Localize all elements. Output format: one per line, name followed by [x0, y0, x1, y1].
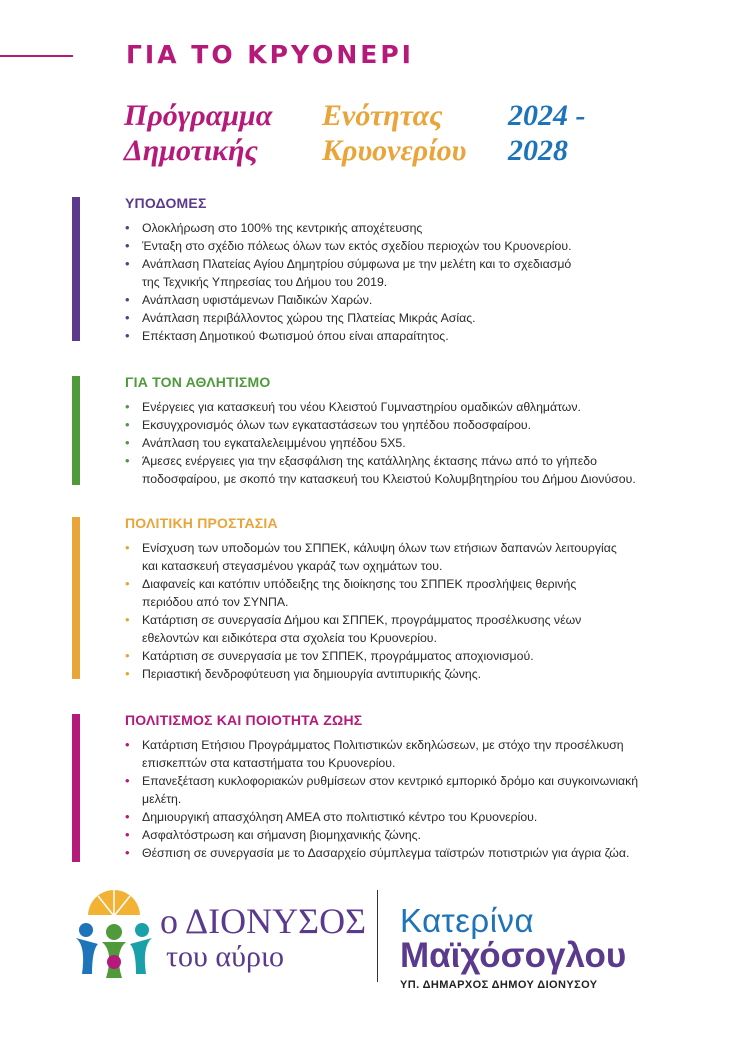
list-item — [125, 398, 732, 416]
section-color-bar — [72, 714, 80, 862]
section-sports — [72, 374, 732, 489]
list-item-text: περιόδου από τον ΣΥΝΠΑ. — [142, 595, 289, 609]
list-item-text: Επανεξέταση κυκλοφοριακών ρυθμίσεων στον κεντρικό εμπορικό δρόμο και συγκοινωνιακή — [142, 774, 639, 788]
bullet-icon: • — [125, 666, 130, 681]
section-list — [125, 736, 732, 862]
bullet-icon: • — [125, 827, 130, 842]
list-item — [125, 255, 732, 291]
title-text: Ενότητας — [322, 99, 443, 132]
candidate-last-name: Μαϊχόσογλου — [400, 936, 627, 975]
list-item-text: Θέσπιση σε συνεργασία με το Δασαρχείο σύμπλεγμα ταϊστρών ποτιστριών για άγρια ζώα. — [142, 846, 630, 860]
section-color-bar — [72, 376, 80, 485]
title-column-unity — [322, 98, 466, 168]
candidate-role: ΥΠ. ΔΗΜΑΡΧΟΣ ΔΗΜΟΥ ΔΙΟΝΥΣΟΥ — [400, 979, 598, 991]
bullet-icon: • — [125, 328, 130, 343]
list-item — [125, 575, 732, 611]
list-item-text: Κατάρτιση Ετήσιου Προγράμματος Πολιτιστικών εκδηλώσεων, με στόχο την προσέλκυση — [142, 738, 624, 752]
title-text: Δημοτικής — [124, 134, 258, 167]
section-list — [125, 539, 732, 683]
title-text: Κρυονερίου — [322, 134, 467, 167]
people-sun-logo-icon — [68, 886, 160, 982]
title-column-years — [508, 98, 586, 168]
bullet-icon: • — [125, 238, 130, 253]
title-text: Πρόγραμμα — [124, 99, 273, 132]
bullet-icon: • — [125, 845, 130, 860]
bullet-icon: • — [125, 540, 130, 555]
section-title: ΓΙΑ ΤΟΝ ΑΘΛΗΤΙΣΜΟ — [125, 374, 271, 390]
page-title — [124, 98, 730, 170]
list-item — [125, 416, 732, 434]
bullet-icon: • — [125, 417, 130, 432]
bullet-icon: • — [125, 612, 130, 627]
list-item — [125, 772, 732, 808]
bullet-icon: • — [125, 809, 130, 824]
bullet-icon: • — [125, 435, 130, 450]
title-column-program — [124, 98, 272, 168]
section-title: ΥΠΟΔΟΜΕΣ — [125, 195, 207, 211]
list-item — [125, 826, 732, 844]
list-item — [125, 291, 732, 309]
bullet-icon: • — [125, 399, 130, 414]
list-item — [125, 844, 732, 862]
title-text: 2028 — [508, 134, 568, 167]
section-civil-protection — [72, 515, 732, 680]
list-item-text: επισκεπτών στα καταστήματα του Κρυονερίου. — [142, 756, 396, 770]
logo-line: ο ΔΙΟΝΥΣΟΣ — [160, 901, 367, 941]
footer-divider — [377, 890, 378, 982]
list-item-text: Ένταξη στο σχέδιο πόλεως όλων των εκτός σχεδίου περιοχών του Κρυονερίου. — [142, 239, 572, 253]
list-item — [125, 309, 732, 327]
section-infrastructure — [72, 195, 732, 345]
list-item-text: Ασφαλτόστρωση και σήμανση βιομηχανικής ζώνης. — [142, 828, 422, 842]
bullet-icon: • — [125, 648, 130, 663]
bullet-icon: • — [125, 256, 130, 271]
list-item-text: ποδοσφαίρου, με σκοπό την κατασκευή του Κλειστού Κολυμβητηρίου του Δήμου Διονύσου. — [142, 472, 636, 486]
list-item-text: Διαφανείς και κατόπιν υπόδειξης της διοίκησης του ΣΠΠΕΚ προσλήψεις θερινής — [142, 577, 577, 591]
bullet-icon: • — [125, 737, 130, 752]
list-item — [125, 434, 732, 452]
list-item-text: Κατάρτιση σε συνεργασία με τον ΣΠΠΕΚ, προγράμματος αποχιονισμού. — [142, 649, 534, 663]
section-culture — [72, 712, 732, 862]
list-item-text: της Τεχνικής Υπηρεσίας του Δήμου του 2019. — [142, 275, 388, 289]
list-item-text: Ανάπλαση του εγκαταλελειμμένου γηπέδου 5Χ5. — [142, 436, 406, 450]
list-item-text: Δημιουργική απασχόληση ΑΜΕΑ στο πολιτιστικό κέντρο του Κρυονερίου. — [142, 810, 538, 824]
list-item-text: Ενίσχυση των υποδομών του ΣΠΠΕΚ, κάλυψη όλων των ετήσιων δαπανών λειτουργίας — [142, 541, 617, 555]
list-item-text: Ολοκλήρωση στο 100% της κεντρικής αποχέτευσης — [142, 221, 423, 235]
bullet-icon: • — [125, 576, 130, 591]
section-title: ΠΟΛΙΤΙΚΗ ΠΡΟΣΤΑΣΙΑ — [125, 515, 278, 531]
list-item — [125, 665, 732, 683]
list-item-text: Ανάπλαση περιβάλλοντος χώρου της Πλατείας Μικράς Ασίας. — [142, 311, 476, 325]
list-item — [125, 808, 732, 826]
page-kicker: ΓΙΑ ΤΟ ΚΡΥΟΝΕΡΙ — [126, 40, 414, 69]
list-item-text: και κατασκευή στεγασμένου γκαράζ των οχημάτων του. — [142, 559, 443, 573]
top-accent-rule — [0, 55, 73, 57]
list-item-text: Εκσυγχρονισμός όλων των εγκαταστάσεων του γηπέδου ποδοσφαίρου. — [142, 418, 532, 432]
list-item-text: Ανάπλαση Πλατείας Αγίου Δημητρίου σύμφωνα με την μελέτη και το σχεδιασμό — [142, 257, 572, 271]
bullet-icon: • — [125, 310, 130, 325]
list-item-text: Ανάπλαση υφιστάμενων Παιδικών Χαρών. — [142, 293, 373, 307]
party-logo-text — [160, 902, 366, 974]
list-item-text: μελέτη. — [142, 792, 182, 806]
list-item-text: Περιαστική δενδροφύτευση για δημιουργία αντιπυρικής ζώνης. — [142, 667, 482, 681]
logo-line: του αύριο — [166, 940, 285, 973]
bullet-icon: • — [125, 453, 130, 468]
list-item-text: Ενέργειες για κατασκευή του νέου Κλειστού Γυμναστηρίου ομαδικών αθλημάτων. — [142, 400, 581, 414]
section-color-bar — [72, 517, 80, 679]
section-title: ΠΟΛΙΤΙΣΜΟΣ ΚΑΙ ΠΟΙΟΤΗΤΑ ΖΩΗΣ — [125, 712, 363, 728]
list-item-text: Άμεσες ενέργειες για την εξασφάλιση της κατάλληλης έκτασης πάνω από το γήπεδο — [142, 454, 597, 468]
footer — [0, 880, 750, 1000]
list-item — [125, 736, 732, 772]
title-text: 2024 - — [508, 99, 586, 132]
section-list — [125, 219, 732, 345]
section-list — [125, 398, 732, 488]
list-item-text: Επέκταση Δημοτικού Φωτισμού όπου είναι απαραίτητος. — [142, 329, 449, 343]
list-item — [125, 452, 732, 488]
list-item — [125, 219, 732, 237]
list-item-text: εθελοντών και ειδικότερα στα σχολεία του Κρυονερίου. — [142, 631, 437, 645]
list-item — [125, 647, 732, 665]
list-item — [125, 539, 732, 575]
bullet-icon: • — [125, 220, 130, 235]
list-item — [125, 237, 732, 255]
candidate-first-name: Κατερίνα — [400, 902, 535, 939]
list-item-text: Κατάρτιση σε συνεργασία Δήμου και ΣΠΠΕΚ, προγράμματος προσέλκυσης νέων — [142, 613, 582, 627]
bullet-icon: • — [125, 292, 130, 307]
bullet-icon: • — [125, 773, 130, 788]
list-item — [125, 327, 732, 345]
section-color-bar — [72, 197, 80, 341]
list-item — [125, 611, 732, 647]
